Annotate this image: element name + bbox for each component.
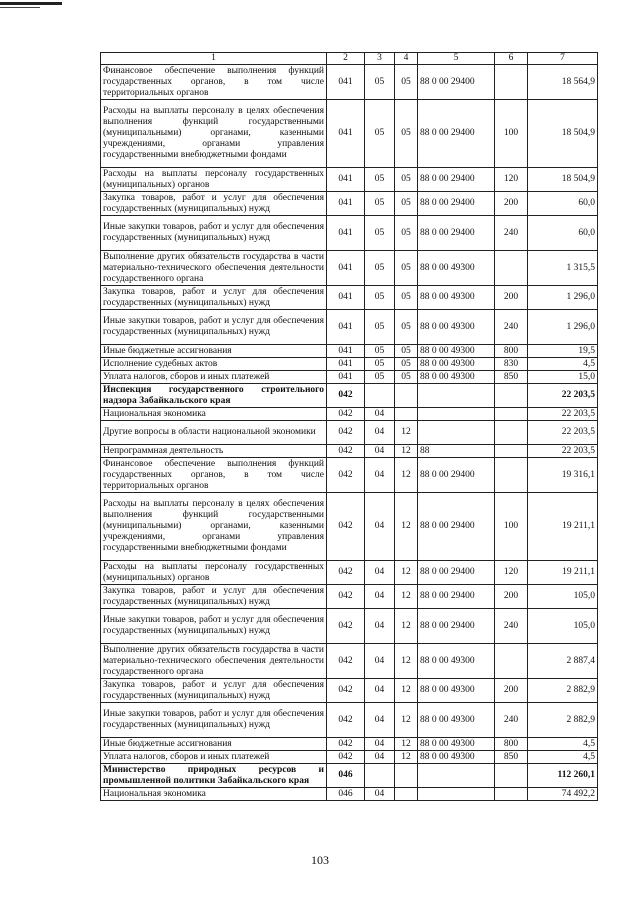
row-sum-cell: 4,5 xyxy=(528,751,598,764)
row-sum-cell: 18 504,9 xyxy=(528,100,598,168)
row-subsection-cell: 12 xyxy=(395,609,418,644)
row-expense-type-cell: 100 xyxy=(495,100,528,168)
row-section-cell: 04 xyxy=(365,644,395,679)
row-name-cell: Выполнение других обязательств государства в части материально-технического обеспечения деятельности государственного органа xyxy=(101,644,327,679)
row-name-cell: Иные бюджетные ассигнования xyxy=(101,345,327,358)
row-subsection-cell: 12 xyxy=(395,493,418,561)
row-section-cell: 05 xyxy=(365,310,395,345)
row-article-cell xyxy=(418,788,495,801)
row-subsection-cell: 12 xyxy=(395,421,418,445)
row-name-cell: Закупка товаров, работ и услуг для обеспечения государственных (муниципальных) нужд xyxy=(101,286,327,310)
row-article-cell: 88 0 00 49300 xyxy=(418,310,495,345)
row-expense-type-cell: 200 xyxy=(495,679,528,703)
row-article-cell: 88 xyxy=(418,445,495,458)
row-ved-cell: 042 xyxy=(327,703,365,738)
table-body xyxy=(101,53,598,801)
row-article-cell: 88 0 00 49300 xyxy=(418,371,495,384)
row-section-cell: 05 xyxy=(365,192,395,216)
row-sum-cell: 60,0 xyxy=(528,216,598,251)
header-cell: 6 xyxy=(495,53,528,65)
row-ved-cell: 042 xyxy=(327,561,365,585)
row-article-cell: 88 0 00 49300 xyxy=(418,738,495,751)
row-section-cell: 04 xyxy=(365,585,395,609)
row-article-cell: 88 0 00 49300 xyxy=(418,358,495,371)
row-section-cell: 05 xyxy=(365,371,395,384)
row-expense-type-cell xyxy=(495,408,528,421)
row-sum-cell: 1 296,0 xyxy=(528,286,598,310)
row-section-cell: 05 xyxy=(365,65,395,100)
row-subsection-cell xyxy=(395,764,418,788)
row-subsection-cell: 12 xyxy=(395,458,418,493)
table-header-row xyxy=(101,53,598,65)
row-subsection-cell: 12 xyxy=(395,445,418,458)
row-ved-cell: 042 xyxy=(327,644,365,679)
row-subsection-cell: 12 xyxy=(395,585,418,609)
table-row xyxy=(101,421,598,445)
header-cell: 3 xyxy=(365,53,395,65)
row-section-cell: 05 xyxy=(365,286,395,310)
row-section-cell: 05 xyxy=(365,168,395,192)
row-subsection-cell: 12 xyxy=(395,703,418,738)
table-row xyxy=(101,679,598,703)
row-sum-cell: 22 203,5 xyxy=(528,384,598,408)
row-subsection-cell: 05 xyxy=(395,192,418,216)
budget-table xyxy=(100,52,598,801)
row-article-cell: 88 0 00 29400 xyxy=(418,65,495,100)
row-section-cell: 04 xyxy=(365,493,395,561)
row-expense-type-cell xyxy=(495,251,528,286)
row-expense-type-cell xyxy=(495,458,528,493)
row-ved-cell: 042 xyxy=(327,609,365,644)
row-subsection-cell: 12 xyxy=(395,679,418,703)
table-row xyxy=(101,585,598,609)
row-article-cell xyxy=(418,764,495,788)
row-name-cell: Расходы на выплаты персоналу в целях обеспечения выполнения функций государственными (муниципальными) органами, казенными учреждениями, органами управления государственными внебюджетными фондами xyxy=(101,493,327,561)
row-name-cell: Иные бюджетные ассигнования xyxy=(101,738,327,751)
row-ved-cell: 041 xyxy=(327,100,365,168)
row-section-cell: 04 xyxy=(365,458,395,493)
table-row xyxy=(101,408,598,421)
row-section-cell xyxy=(365,384,395,408)
row-sum-cell: 18 504,9 xyxy=(528,168,598,192)
row-expense-type-cell: 120 xyxy=(495,561,528,585)
row-expense-type-cell: 830 xyxy=(495,358,528,371)
row-sum-cell: 19 316,1 xyxy=(528,458,598,493)
header-cell: 5 xyxy=(418,53,495,65)
table-row xyxy=(101,788,598,801)
row-expense-type-cell: 240 xyxy=(495,216,528,251)
row-subsection-cell xyxy=(395,384,418,408)
row-expense-type-cell xyxy=(495,764,528,788)
table-row xyxy=(101,493,598,561)
row-expense-type-cell: 240 xyxy=(495,703,528,738)
table-row xyxy=(101,609,598,644)
row-expense-type-cell xyxy=(495,421,528,445)
header-cell: 2 xyxy=(327,53,365,65)
row-sum-cell: 4,5 xyxy=(528,358,598,371)
row-section-cell: 04 xyxy=(365,679,395,703)
header-cell: 7 xyxy=(528,53,598,65)
row-article-cell xyxy=(418,421,495,445)
row-expense-type-cell: 200 xyxy=(495,192,528,216)
row-article-cell: 88 0 00 29400 xyxy=(418,216,495,251)
row-name-cell: Расходы на выплаты персоналу в целях обеспечения выполнения функций государственными (муниципальными) органами, казенными учреждениями, органами управления государственными внебюджетными фондами xyxy=(101,100,327,168)
row-expense-type-cell xyxy=(495,384,528,408)
row-sum-cell: 4,5 xyxy=(528,738,598,751)
row-expense-type-cell: 800 xyxy=(495,345,528,358)
row-name-cell: Финансовое обеспечение выполнения функций государственных органов, в том числе территориальных органов xyxy=(101,458,327,493)
row-subsection-cell xyxy=(395,408,418,421)
table-row xyxy=(101,738,598,751)
corner-rule xyxy=(0,2,62,5)
row-expense-type-cell xyxy=(495,644,528,679)
row-article-cell: 88 0 00 49300 xyxy=(418,703,495,738)
row-subsection-cell xyxy=(395,788,418,801)
row-section-cell: 04 xyxy=(365,609,395,644)
table-row xyxy=(101,310,598,345)
row-article-cell xyxy=(418,384,495,408)
row-article-cell: 88 0 00 29400 xyxy=(418,458,495,493)
table-row xyxy=(101,168,598,192)
row-section-cell: 05 xyxy=(365,345,395,358)
table-row xyxy=(101,445,598,458)
row-name-cell: Расходы на выплаты персоналу государственных (муниципальных) органов xyxy=(101,561,327,585)
row-sum-cell: 2 887,4 xyxy=(528,644,598,679)
row-ved-cell: 042 xyxy=(327,458,365,493)
table-row xyxy=(101,561,598,585)
row-ved-cell: 041 xyxy=(327,286,365,310)
row-ved-cell: 042 xyxy=(327,679,365,703)
row-expense-type-cell: 240 xyxy=(495,609,528,644)
row-subsection-cell: 05 xyxy=(395,286,418,310)
corner-rule-thin xyxy=(0,7,40,8)
page-number: 103 xyxy=(311,853,329,867)
row-sum-cell: 22 203,5 xyxy=(528,421,598,445)
row-name-cell: Расходы на выплаты персоналу государственных (муниципальных) органов xyxy=(101,168,327,192)
row-section-cell: 04 xyxy=(365,738,395,751)
row-subsection-cell: 05 xyxy=(395,358,418,371)
row-ved-cell: 046 xyxy=(327,788,365,801)
row-article-cell: 88 0 00 29400 xyxy=(418,168,495,192)
row-article-cell: 88 0 00 29400 xyxy=(418,493,495,561)
row-ved-cell: 041 xyxy=(327,168,365,192)
row-sum-cell: 22 203,5 xyxy=(528,408,598,421)
row-subsection-cell: 12 xyxy=(395,561,418,585)
row-ved-cell: 041 xyxy=(327,345,365,358)
row-name-cell: Финансовое обеспечение выполнения функций государственных органов, в том числе территориальных органов xyxy=(101,65,327,100)
row-ved-cell: 042 xyxy=(327,493,365,561)
row-name-cell: Закупка товаров, работ и услуг для обеспечения государственных (муниципальных) нужд xyxy=(101,585,327,609)
row-section-cell: 05 xyxy=(365,358,395,371)
table-row xyxy=(101,703,598,738)
row-sum-cell: 105,0 xyxy=(528,585,598,609)
row-expense-type-cell: 800 xyxy=(495,738,528,751)
row-name-cell: Выполнение других обязательств государства в части материально-технического обеспечения деятельности государственного органа xyxy=(101,251,327,286)
row-article-cell: 88 0 00 29400 xyxy=(418,192,495,216)
row-section-cell: 04 xyxy=(365,788,395,801)
row-expense-type-cell: 200 xyxy=(495,286,528,310)
row-subsection-cell: 05 xyxy=(395,371,418,384)
row-ved-cell: 042 xyxy=(327,445,365,458)
row-sum-cell: 1 315,5 xyxy=(528,251,598,286)
row-sum-cell: 1 296,0 xyxy=(528,310,598,345)
row-section-cell: 04 xyxy=(365,408,395,421)
row-section-cell: 04 xyxy=(365,561,395,585)
table-row xyxy=(101,764,598,788)
table-row xyxy=(101,192,598,216)
table-row xyxy=(101,751,598,764)
table-row xyxy=(101,100,598,168)
row-ved-cell: 042 xyxy=(327,384,365,408)
row-subsection-cell: 05 xyxy=(395,168,418,192)
table-row xyxy=(101,358,598,371)
row-subsection-cell: 12 xyxy=(395,751,418,764)
row-name-cell: Уплата налогов, сборов и иных платежей xyxy=(101,751,327,764)
row-name-cell: Национальная экономика xyxy=(101,788,327,801)
row-expense-type-cell: 240 xyxy=(495,310,528,345)
row-name-cell: Непрограммная деятельность xyxy=(101,445,327,458)
row-expense-type-cell: 200 xyxy=(495,585,528,609)
row-article-cell: 88 0 00 29400 xyxy=(418,585,495,609)
row-expense-type-cell xyxy=(495,788,528,801)
row-ved-cell: 042 xyxy=(327,421,365,445)
row-sum-cell: 19 211,1 xyxy=(528,561,598,585)
table-row xyxy=(101,65,598,100)
row-ved-cell: 041 xyxy=(327,65,365,100)
row-ved-cell: 041 xyxy=(327,310,365,345)
row-expense-type-cell: 850 xyxy=(495,751,528,764)
row-subsection-cell: 05 xyxy=(395,310,418,345)
row-section-cell xyxy=(365,764,395,788)
row-section-cell: 04 xyxy=(365,751,395,764)
row-sum-cell: 18 564,9 xyxy=(528,65,598,100)
row-section-cell: 04 xyxy=(365,421,395,445)
row-subsection-cell: 05 xyxy=(395,100,418,168)
row-name-cell: Национальная экономика xyxy=(101,408,327,421)
row-name-cell: Инспекция государственного строительного надзора Забайкальского края xyxy=(101,384,327,408)
row-ved-cell: 041 xyxy=(327,358,365,371)
row-name-cell: Иные закупки товаров, работ и услуг для обеспечения государственных (муниципальных) нужд xyxy=(101,216,327,251)
row-section-cell: 05 xyxy=(365,100,395,168)
table-row xyxy=(101,251,598,286)
row-sum-cell: 105,0 xyxy=(528,609,598,644)
row-ved-cell: 046 xyxy=(327,764,365,788)
row-section-cell: 05 xyxy=(365,216,395,251)
row-name-cell: Исполнение судебных актов xyxy=(101,358,327,371)
row-subsection-cell: 05 xyxy=(395,216,418,251)
row-sum-cell: 22 203,5 xyxy=(528,445,598,458)
row-article-cell: 88 0 00 29400 xyxy=(418,100,495,168)
table-row xyxy=(101,371,598,384)
row-sum-cell: 19,5 xyxy=(528,345,598,358)
header-cell: 4 xyxy=(395,53,418,65)
row-section-cell: 04 xyxy=(365,445,395,458)
row-name-cell: Уплата налогов, сборов и иных платежей xyxy=(101,371,327,384)
row-article-cell xyxy=(418,408,495,421)
row-expense-type-cell xyxy=(495,445,528,458)
row-article-cell: 88 0 00 49300 xyxy=(418,751,495,764)
table-row xyxy=(101,458,598,493)
row-name-cell: Закупка товаров, работ и услуг для обеспечения государственных (муниципальных) нужд xyxy=(101,679,327,703)
row-article-cell: 88 0 00 49300 xyxy=(418,644,495,679)
row-name-cell: Иные закупки товаров, работ и услуг для обеспечения государственных (муниципальных) нужд xyxy=(101,609,327,644)
row-ved-cell: 041 xyxy=(327,216,365,251)
row-ved-cell: 042 xyxy=(327,585,365,609)
row-ved-cell: 042 xyxy=(327,738,365,751)
row-subsection-cell: 12 xyxy=(395,738,418,751)
row-name-cell: Иные закупки товаров, работ и услуг для обеспечения государственных (муниципальных) нужд xyxy=(101,703,327,738)
row-article-cell: 88 0 00 29400 xyxy=(418,561,495,585)
row-ved-cell: 041 xyxy=(327,192,365,216)
row-section-cell: 05 xyxy=(365,251,395,286)
row-sum-cell: 112 260,1 xyxy=(528,764,598,788)
row-name-cell: Министерство природных ресурсов и промышленной политики Забайкальского края xyxy=(101,764,327,788)
table-row xyxy=(101,644,598,679)
row-name-cell: Закупка товаров, работ и услуг для обеспечения государственных (муниципальных) нужд xyxy=(101,192,327,216)
row-sum-cell: 74 492,2 xyxy=(528,788,598,801)
row-subsection-cell: 05 xyxy=(395,251,418,286)
row-article-cell: 88 0 00 49300 xyxy=(418,679,495,703)
row-name-cell: Иные закупки товаров, работ и услуг для обеспечения государственных (муниципальных) нужд xyxy=(101,310,327,345)
table-row xyxy=(101,345,598,358)
row-article-cell: 88 0 00 49300 xyxy=(418,286,495,310)
row-article-cell: 88 0 00 29400 xyxy=(418,609,495,644)
row-article-cell: 88 0 00 49300 xyxy=(418,251,495,286)
row-subsection-cell: 05 xyxy=(395,345,418,358)
row-sum-cell: 19 211,1 xyxy=(528,493,598,561)
row-ved-cell: 042 xyxy=(327,408,365,421)
row-expense-type-cell: 850 xyxy=(495,371,528,384)
row-expense-type-cell: 100 xyxy=(495,493,528,561)
table-row xyxy=(101,286,598,310)
row-sum-cell: 2 882,9 xyxy=(528,679,598,703)
row-ved-cell: 041 xyxy=(327,371,365,384)
header-cell: 1 xyxy=(101,53,327,65)
table-row xyxy=(101,216,598,251)
row-expense-type-cell xyxy=(495,65,528,100)
row-article-cell: 88 0 00 49300 xyxy=(418,345,495,358)
row-section-cell: 04 xyxy=(365,703,395,738)
row-subsection-cell: 12 xyxy=(395,644,418,679)
table-row xyxy=(101,384,598,408)
row-subsection-cell: 05 xyxy=(395,65,418,100)
row-ved-cell: 041 xyxy=(327,251,365,286)
row-sum-cell: 60,0 xyxy=(528,192,598,216)
row-ved-cell: 042 xyxy=(327,751,365,764)
row-sum-cell: 2 882,9 xyxy=(528,703,598,738)
row-name-cell: Другие вопросы в области национальной экономики xyxy=(101,421,327,445)
row-expense-type-cell: 120 xyxy=(495,168,528,192)
row-sum-cell: 15,0 xyxy=(528,371,598,384)
